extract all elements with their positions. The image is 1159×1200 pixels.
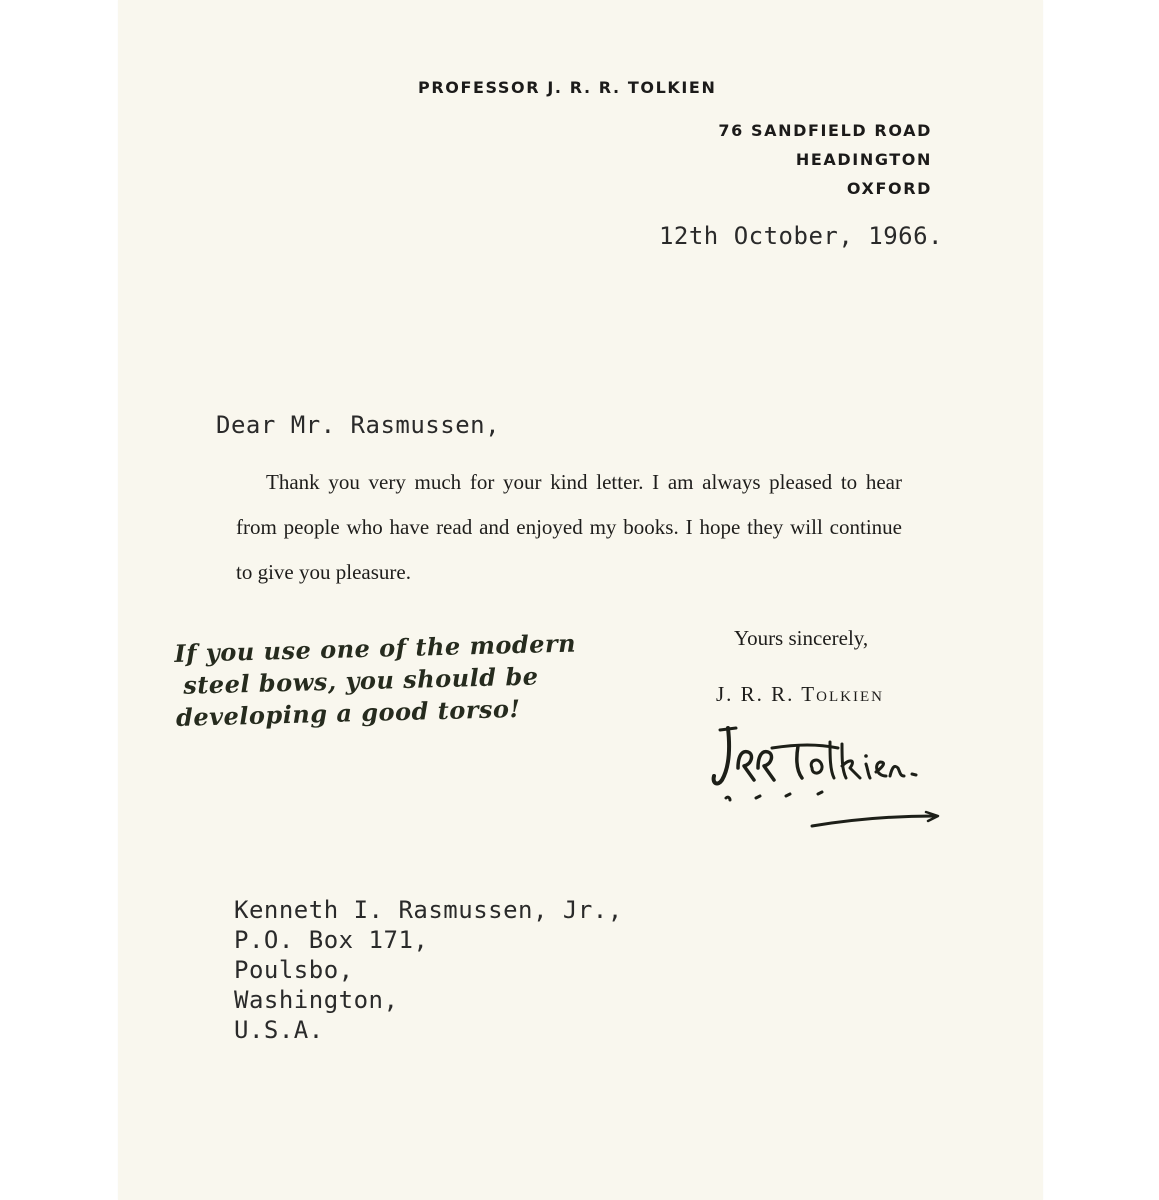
closing: Yours sincerely,	[734, 626, 869, 650]
letterhead-name: PROFESSOR J. R. R. TOLKIEN	[418, 78, 717, 97]
handwritten-note	[174, 627, 578, 733]
letterhead-address-line1: 76 SANDFIELD ROAD	[718, 121, 932, 140]
recipient-address-line4: Washington,	[234, 986, 399, 1014]
salutation: Dear Mr. Rasmussen,	[216, 411, 501, 439]
handwritten-note-line3: developing a good torso!	[175, 693, 521, 732]
recipient-address-line3: Poulsbo,	[234, 956, 354, 984]
recipient-address-line2: P.O. Box 171,	[234, 926, 429, 954]
typed-name: J. R. R. Tolkien	[716, 682, 884, 706]
recipient-address	[234, 895, 623, 1045]
letter-body	[236, 460, 902, 595]
recipient-address-line5: U.S.A.	[234, 1016, 324, 1044]
letter-body-text: Thank you very much for your kind letter. I am always pleased to hear from people who have read and enjoyed my books. I hope they will continue to give you pleasure.	[236, 470, 902, 584]
handwritten-note-line2: steel bows, you should be	[182, 661, 539, 700]
letterhead-address-line2: HEADINGTON	[795, 150, 932, 169]
handwritten-note-line1: If you use one of the modern	[174, 628, 577, 668]
recipient-address-line1: Kenneth I. Rasmussen, Jr.,	[234, 896, 623, 924]
letterhead-address-line3: OXFORD	[846, 179, 932, 198]
letter-date: 12th October, 1966.	[658, 222, 943, 250]
letter-sheet	[118, 0, 1043, 1200]
signature-image	[708, 718, 998, 843]
